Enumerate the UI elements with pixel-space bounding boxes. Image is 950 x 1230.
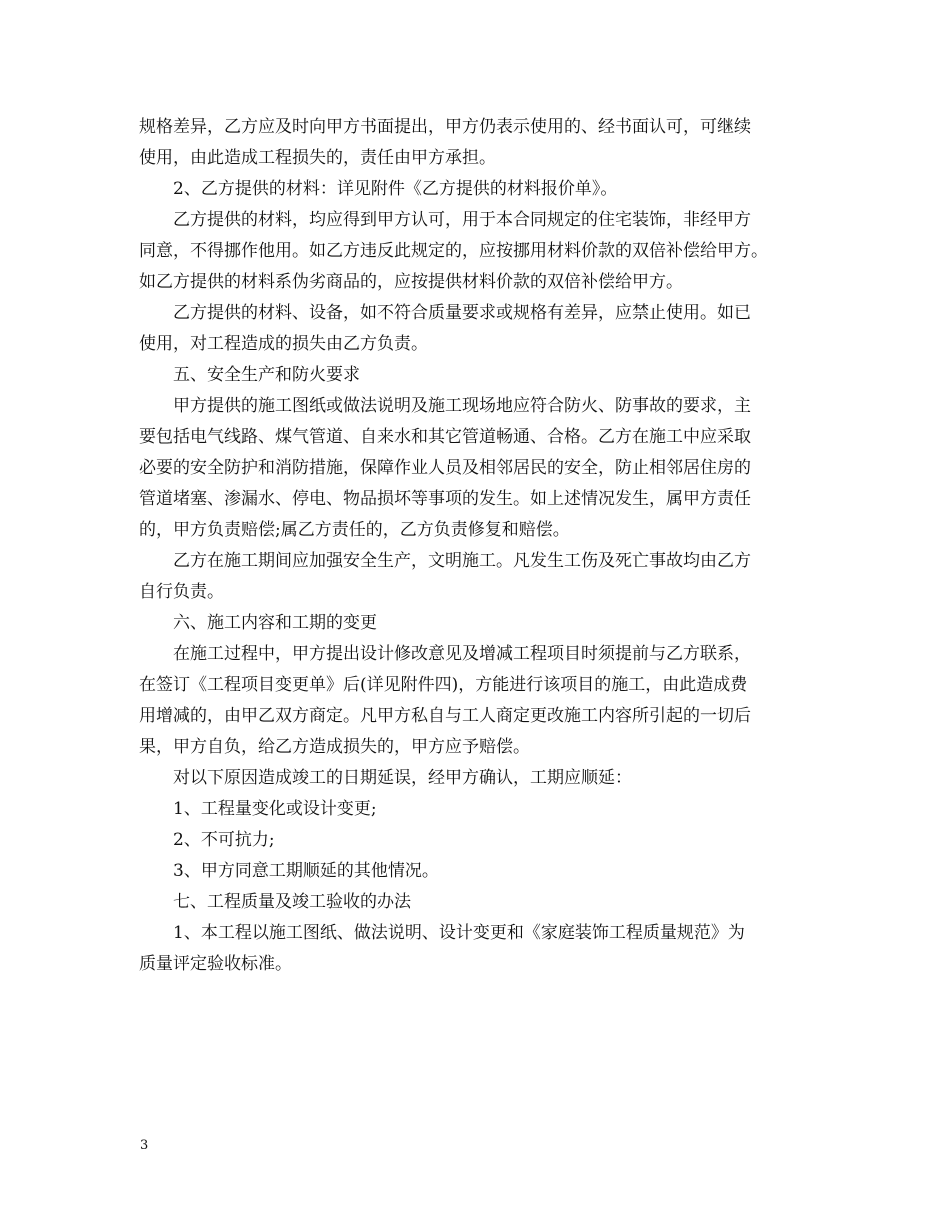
text-line: 自行负责。 <box>139 582 224 602</box>
list-item: 3、甲方同意工期顺延的其他情况。 <box>173 861 439 881</box>
page-number: 3 <box>140 1138 149 1153</box>
text-line: 乙方提供的材料，均应得到甲方认可，用于本合同规定的住宅装饰，非经甲方 <box>173 210 751 230</box>
section-heading: 六、施工内容和工期的变更 <box>173 613 377 633</box>
text-line: 要包括电气线路、煤气管道、自来水和其它管道畅通、合格。乙方在施工中应采取 <box>139 427 751 447</box>
text-line: 果，甲方自负，给乙方造成损失的，甲方应予赔偿。 <box>139 737 530 757</box>
text-line: 使用，由此造成工程损失的，责任由甲方承担。 <box>139 148 496 168</box>
text-line: 如乙方提供的材料系伪劣商品的，应按提供材料价款的双倍补偿给甲方。 <box>139 272 683 292</box>
text-line: 同意，不得挪作他用。如乙方违反此规定的，应按挪用材料价款的双倍补偿给甲方。 <box>139 241 768 261</box>
text-line: 质量评定验收标准。 <box>139 954 292 974</box>
document-body <box>139 112 814 980</box>
text-line: 用增减的，由甲乙双方商定。凡甲方私自与工人商定更改施工内容所引起的一切后 <box>139 706 751 726</box>
text-line: 1、本工程以施工图纸、做法说明、设计变更和《家庭装饰工程质量规范》为 <box>173 923 745 943</box>
list-item: 1、工程量变化或设计变更; <box>173 799 377 819</box>
text-line: 管道堵塞、渗漏水、停电、物品损坏等事项的发生。如上述情况发生，属甲方责任 <box>139 489 751 509</box>
text-line: 必要的安全防护和消防措施，保障作业人员及相邻居民的安全，防止相邻居住房的 <box>139 458 751 478</box>
text-line: 对以下原因造成竣工的日期延误，经甲方确认，工期应顺延： <box>173 768 632 788</box>
text-line: 在施工过程中，甲方提出设计修改意见及增减工程项目时须提前与乙方联系， <box>173 644 751 664</box>
text-line: 的，甲方负责赔偿;属乙方责任的，乙方负责修复和赔偿。 <box>139 520 570 540</box>
text-line: 规格差异，乙方应及时向甲方书面提出，甲方仍表示使用的、经书面认可，可继续 <box>139 117 751 137</box>
list-item: 2、不可抗力; <box>173 830 275 850</box>
text-line: 乙方提供的材料、设备，如不符合质量要求或规格有差异，应禁止使用。如已 <box>173 303 751 323</box>
text-line: 甲方提供的施工图纸或做法说明及施工现场地应符合防火、防事故的要求，主 <box>173 396 751 416</box>
section-heading: 五、安全生产和防火要求 <box>173 365 360 385</box>
text-line: 在签订《工程项目变更单》后(详见附件四)，方能进行该项目的施工，由此造成费 <box>139 675 748 695</box>
text-line: 乙方在施工期间应加强安全生产，文明施工。凡发生工伤及死亡事故均由乙方 <box>173 551 751 571</box>
section-heading: 七、工程质量及竣工验收的办法 <box>173 892 411 912</box>
text-line: 2、乙方提供的材料：详见附件《乙方提供的材料报价单》。 <box>173 179 618 199</box>
text-line: 使用，对工程造成的损失由乙方负责。 <box>139 334 428 354</box>
